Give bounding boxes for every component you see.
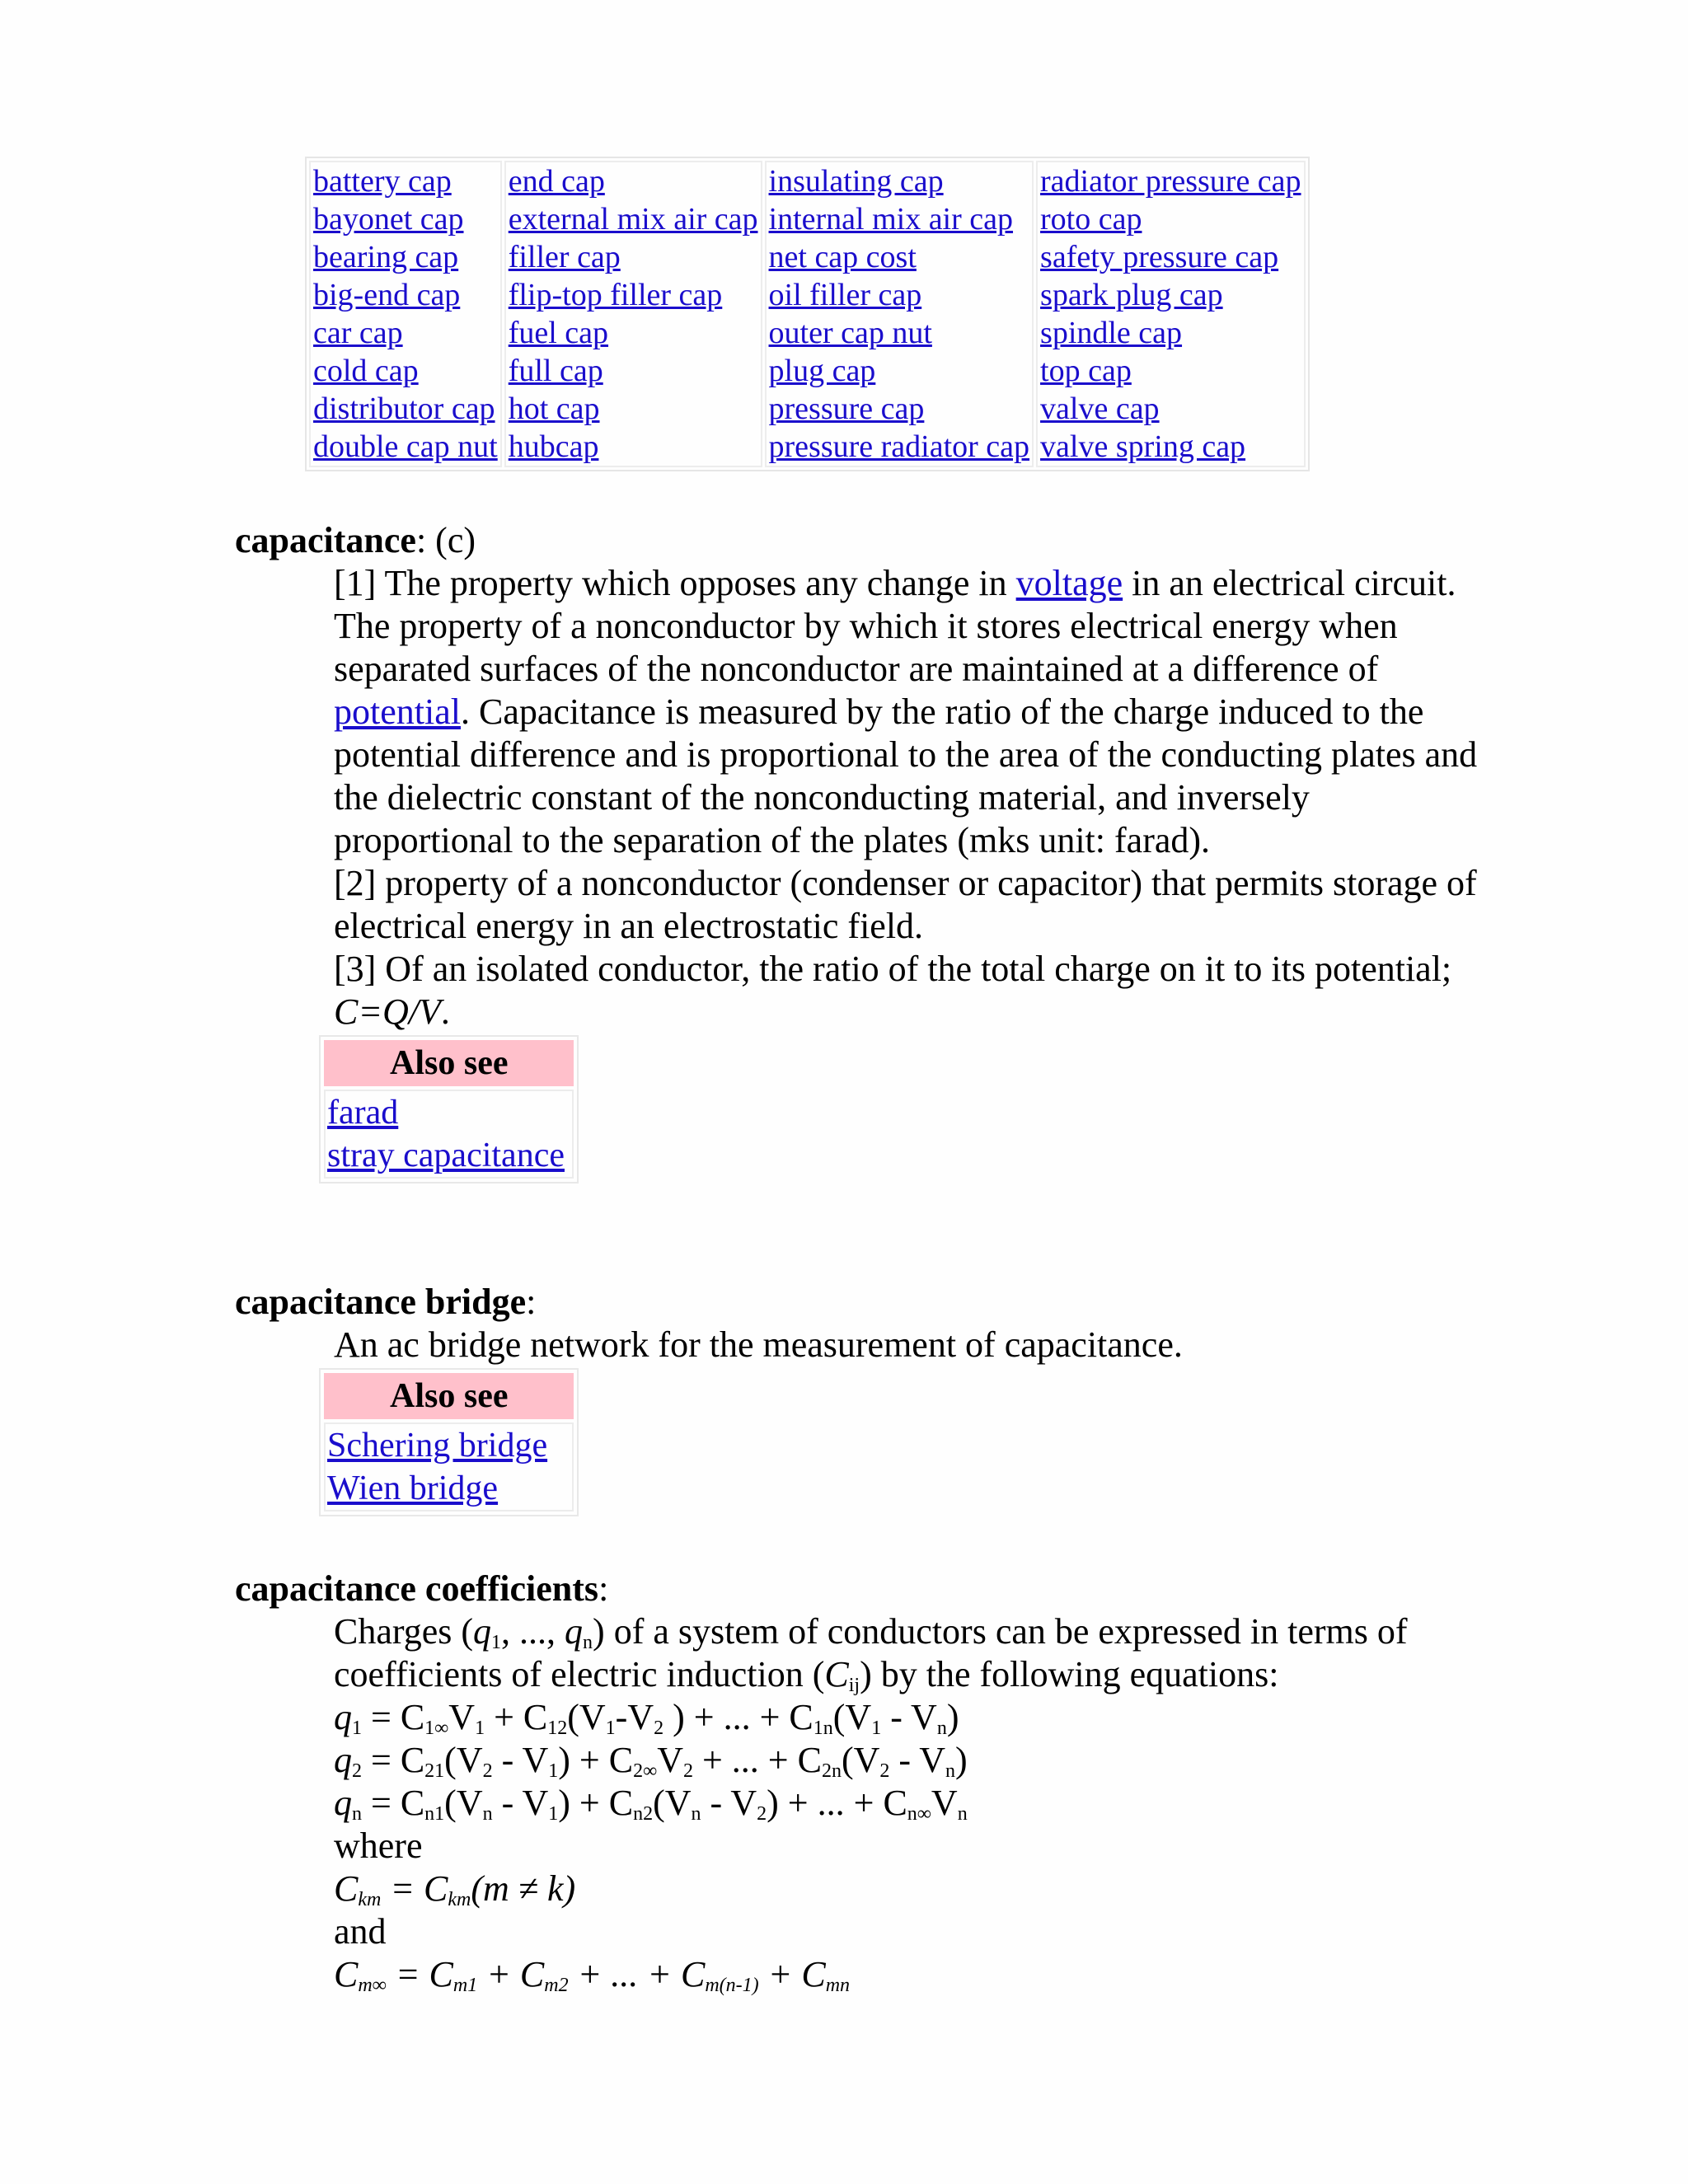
- entry-term: capacitance: [235, 520, 416, 560]
- related-term-item: [769, 390, 1030, 428]
- related-term-link[interactable]: insulating cap: [768, 164, 944, 199]
- related-term-item: [509, 390, 758, 428]
- related-term-item: [313, 238, 498, 276]
- also-see-item: [327, 1467, 570, 1510]
- related-term-item: [1040, 314, 1301, 352]
- equation-n: $q_n = C_{n1}(V_n - V_1) + C_{n2}(V_n - V_2)$ + ... + $C_{n\infty}V_n$: [334, 1783, 968, 1825]
- related-term-item: [769, 200, 1030, 238]
- related-term-item: [313, 162, 498, 200]
- related-term-link[interactable]: roto cap: [1040, 202, 1142, 237]
- also-see-header: Also see: [324, 1373, 574, 1419]
- also-see-links: [324, 1422, 574, 1511]
- related-term-link[interactable]: radiator pressure cap: [1040, 164, 1301, 199]
- related-terms-table: [305, 157, 1310, 471]
- related-term-item: [769, 352, 1030, 390]
- related-term-item: [313, 314, 498, 352]
- also-see-box: [319, 1368, 579, 1516]
- related-term-link[interactable]: hubcap: [508, 429, 599, 464]
- related-term-item: [509, 238, 758, 276]
- entry-term: capacitance bridge: [235, 1282, 527, 1322]
- where-text: where: [334, 1825, 423, 1866]
- related-term-link[interactable]: outer cap nut: [768, 316, 932, 350]
- related-term-link[interactable]: spark plug cap: [1040, 278, 1223, 312]
- related-term-link[interactable]: fuel cap: [508, 316, 609, 350]
- related-term-item: [1040, 238, 1301, 276]
- related-term-link[interactable]: double cap nut: [313, 429, 498, 464]
- related-term-link[interactable]: valve cap: [1040, 391, 1160, 426]
- also-see-item: [327, 1134, 570, 1177]
- related-terms-column-2: [504, 161, 762, 467]
- related-term-item: [509, 162, 758, 200]
- also-see-link[interactable]: stray capacitance: [327, 1137, 565, 1174]
- related-term-item: [313, 428, 498, 466]
- entry-capacitance-coefficients: [235, 1568, 1471, 1996]
- related-term-link[interactable]: bearing cap: [313, 240, 459, 274]
- entry-term-suffix: :: [526, 1282, 537, 1322]
- related-term-link[interactable]: bayonet cap: [313, 202, 464, 237]
- related-term-link[interactable]: hot cap: [508, 391, 600, 426]
- definition: [334, 1610, 1488, 1996]
- related-term-item: [1040, 276, 1301, 314]
- related-terms-column-4: [1036, 161, 1306, 467]
- related-term-link[interactable]: valve spring cap: [1040, 429, 1246, 464]
- related-term-item: [313, 390, 498, 428]
- related-term-item: [509, 352, 758, 390]
- related-term-link[interactable]: distributor cap: [313, 391, 495, 426]
- related-term-item: [769, 238, 1030, 276]
- related-term-item: [769, 162, 1030, 200]
- equation-1: $q_1 = C_{1\infty}V_1 + C_{12}(V_1-V_2$ ) + ... + $C_{1n}(V_1 - V_n)$: [334, 1697, 959, 1739]
- related-term-link[interactable]: spindle cap: [1040, 316, 1183, 350]
- related-term-item: [1040, 162, 1301, 200]
- entry-capacitance-bridge: [235, 1281, 1471, 1516]
- link-voltage[interactable]: voltage: [1015, 563, 1123, 603]
- related-term-item: [509, 428, 758, 466]
- related-term-link[interactable]: big-end cap: [313, 278, 461, 312]
- related-terms-column-1: [309, 161, 502, 467]
- related-term-link[interactable]: cold cap: [313, 354, 419, 388]
- related-term-link[interactable]: plug cap: [768, 354, 876, 388]
- also-see-link[interactable]: Wien bridge: [327, 1469, 499, 1507]
- also-see-box: [319, 1035, 579, 1183]
- related-term-item: [769, 314, 1030, 352]
- also-see-links: [324, 1090, 574, 1179]
- definition-3: [3] Of an isolated conductor, the ratio of the total charge on it to its potential; C=Q/V.: [334, 949, 1452, 1032]
- related-term-link[interactable]: external mix air cap: [508, 202, 758, 237]
- related-term-link[interactable]: battery cap: [313, 164, 452, 199]
- intro-text: Charges ($q_1$, ..., $q_n$) of a system of conductors can be expressed in terms of coefficients of electric induction $(C_{ij})$ by the following equations:: [334, 1611, 1408, 1696]
- related-term-item: [509, 276, 758, 314]
- definition: [334, 562, 1488, 1033]
- also-see-link[interactable]: farad: [327, 1094, 399, 1132]
- related-term-link[interactable]: oil filler cap: [768, 278, 922, 312]
- and-text: and: [334, 1911, 387, 1952]
- related-term-link[interactable]: full cap: [508, 354, 603, 388]
- entry-term: capacitance coefficients: [235, 1568, 599, 1609]
- definition: An ac bridge network for the measurement of capacitance.: [334, 1324, 1183, 1365]
- link-potential[interactable]: potential: [334, 691, 461, 732]
- related-term-item: [1040, 428, 1301, 466]
- related-term-link[interactable]: filler cap: [508, 240, 621, 274]
- related-terms-column-3: [765, 161, 1034, 467]
- related-term-item: [1040, 352, 1301, 390]
- related-term-link[interactable]: net cap cost: [768, 240, 917, 274]
- also-see-item: [327, 1091, 570, 1134]
- equation-sum: $C_{m\infty} = C_{m1} + C_{m2}$ + ... + $C_{m(n-1)} + C_{mn}$: [334, 1954, 851, 1996]
- related-term-item: [313, 276, 498, 314]
- related-term-item: [1040, 390, 1301, 428]
- related-term-link[interactable]: end cap: [508, 164, 605, 199]
- definition-2: [2] property of a nonconductor (condenser or capacitor) that permits storage of electrical energy in an electrostatic field.: [334, 863, 1477, 946]
- equation-2: $q_2 = C_{21}(V_2 - V_1) + C_{2\infty}V_2$ + ... + $C_{2n}(V_2 - V_n)$: [334, 1740, 968, 1782]
- related-term-item: [769, 276, 1030, 314]
- related-term-link[interactable]: car cap: [313, 316, 403, 350]
- related-term-link[interactable]: pressure cap: [768, 391, 925, 426]
- related-term-item: [769, 428, 1030, 466]
- related-term-item: [509, 200, 758, 238]
- related-term-link[interactable]: top cap: [1040, 354, 1132, 388]
- related-term-link[interactable]: pressure radiator cap: [768, 429, 1030, 464]
- also-see-header: Also see: [324, 1040, 574, 1086]
- entry-term-suffix: : (c): [415, 520, 476, 560]
- definition-1: [1] The property which opposes any change in voltage in an electrical circuit. The property of a nonconductor by which it stores electrical energy when separated surfaces of the nonconductor are maintained at a difference of potential. Capacitance is measured by the ratio of the charge induced to the potential difference and is proportional to the area of the conducting plates and the dielectric constant of the nonconducting material, and inversely proportional to the separation of the plates (mks unit: farad).: [334, 563, 1478, 860]
- entry-capacitance: [235, 519, 1478, 1183]
- equation-symmetry: $C_{km} = C_{km}(m \ne k)$: [334, 1868, 576, 1910]
- related-term-item: [313, 352, 498, 390]
- also-see-link[interactable]: Schering bridge: [327, 1427, 548, 1465]
- related-term-item: [313, 200, 498, 238]
- related-term-item: [509, 314, 758, 352]
- also-see-item: [327, 1424, 570, 1467]
- entry-term-suffix: :: [598, 1568, 609, 1609]
- related-term-link[interactable]: flip-top filler cap: [508, 278, 723, 312]
- related-term-link[interactable]: internal mix air cap: [768, 202, 1014, 237]
- related-term-link[interactable]: safety pressure cap: [1040, 240, 1279, 274]
- formula: C=Q/V: [334, 991, 441, 1032]
- related-term-item: [1040, 200, 1301, 238]
